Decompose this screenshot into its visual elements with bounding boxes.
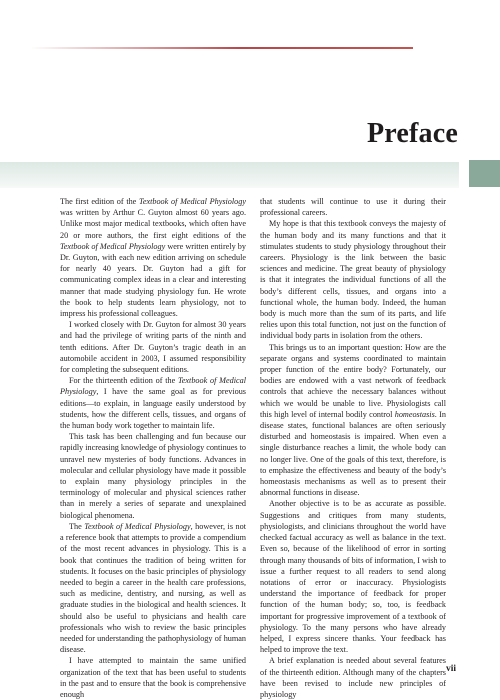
header-rule (30, 47, 413, 49)
paragraph: I worked closely with Dr. Guyton for almost 30 years and had the privilege of writing parts of the ninth and tenth editions. After Dr. Guyton’s tragic death in an automobile accident in 2003, I assumed responsibility for completing the subsequent editions. (60, 320, 246, 375)
right-column (260, 196, 446, 700)
page-number: vii (445, 664, 456, 674)
paragraph: Another objective is to be as accurate as possible. Suggestions and critiques from many students, physiologists, and clinicians throughout the world have checked factual accuracy as well as balance in the text. Even so, because of the likelihood of error in sorting through many thousands of bits of information, I wish to issue a further request to all readers to send along notations of error or inaccuracy. Physiologists understand the importance of feedback for proper function of the human body; so, too, is feedback important for progressive improvement of a textbook of physiology. To the many persons who have already helped, I express sincere thanks. Your feedback has helped to improve the text. (260, 499, 446, 655)
chapter-tab (469, 160, 500, 187)
title-band (0, 162, 459, 188)
paragraph: A brief explanation is needed about several features of the thirteenth edition. Although many of the chapters have been revised to include new principles of physiology (260, 656, 446, 699)
page-title: Preface (366, 118, 458, 149)
paragraph: The Textbook of Medical Physiology, however, is not a reference book that attempts to provide a compendium of the most recent advances in physiology. This is a book that continues the tradition of being written for students. It focuses on the basic principles of physiology needed to begin a career in the health care professions, such as medicine, dentistry, and nursing, as well as graduate studies in the biological and health sciences. It should also be useful to physicians and health care professionals who wish to review the basic principles needed for understanding the pathophysiology of human disease. (60, 521, 246, 655)
paragraph: This task has been challenging and fun because our rapidly increasing knowledge of physiology continues to unravel new mysteries of body functions. Advances in molecular and cellular physiology have made it possible to explain many physiology principles in the terminology of molecular and physical sciences rather than in merely a series of separate and unexplained biological phenomena. (60, 432, 247, 520)
left-column (60, 196, 246, 700)
paragraph: The first edition of the Textbook of Medical Physiology was written by Arthur C. Guyton almost 60 years ago. Unlike most major medical textbooks, which often have 20 or more authors, the first eight editions of the Textbook of Medical Physiology were written entirely by Dr. Guyton, with each new edition arriving on schedule for nearly 40 years. Dr. Guyton had a gift for communicating complex ideas in a clear and interesting manner that made studying physiology fun. He wrote the book to help students learn physiology, not to impress his professional colleagues. (60, 197, 246, 319)
paragraph: I have attempted to maintain the same unified organization of the text that has been useful to students in the past and to ensure that the book is comprehensive enough (60, 656, 246, 699)
paragraph: that students will continue to use it during their professional careers. (260, 197, 446, 218)
paragraph: This brings us to an important question: How are the separate organs and systems coordinated to maintain proper function of the entire body? Fortunately, our bodies are endowed with a vast network of feedback controls that achieve the necessary balances without which we would be unable to live. Physiologists call this high level of internal bodily control homeostasis. In disease states, functional balances are often seriously disturbed and homeostasis is impaired. When even a single disturbance reaches a limit, the whole body can no longer live. One of the goals of this text, therefore, is to emphasize the effectiveness and beauty of the body’s homeostasis mechanisms as well as to present their abnormal functions in disease. (260, 342, 446, 498)
paragraph: My hope is that this textbook conveys the majesty of the human body and its many functions and that it stimulates students to study physiology throughout their careers. Physiology is the link between the basic sciences and medicine. The great beauty of physiology is that it integrates the individual functions of all the body’s different cells, tissues, and organs into a functional whole, the human body. Indeed, the human body is much more than the sum of its parts, and life relies upon this total function, not just on the function of individual body parts in isolation from the others. (260, 219, 446, 341)
paragraph: For the thirteenth edition of the Textbook of Medical Physiology, I have the same goal as for previous editions—to explain, in language easily understood by students, how the different cells, tissues, and organs of the human body work together to maintain life. (60, 376, 246, 431)
